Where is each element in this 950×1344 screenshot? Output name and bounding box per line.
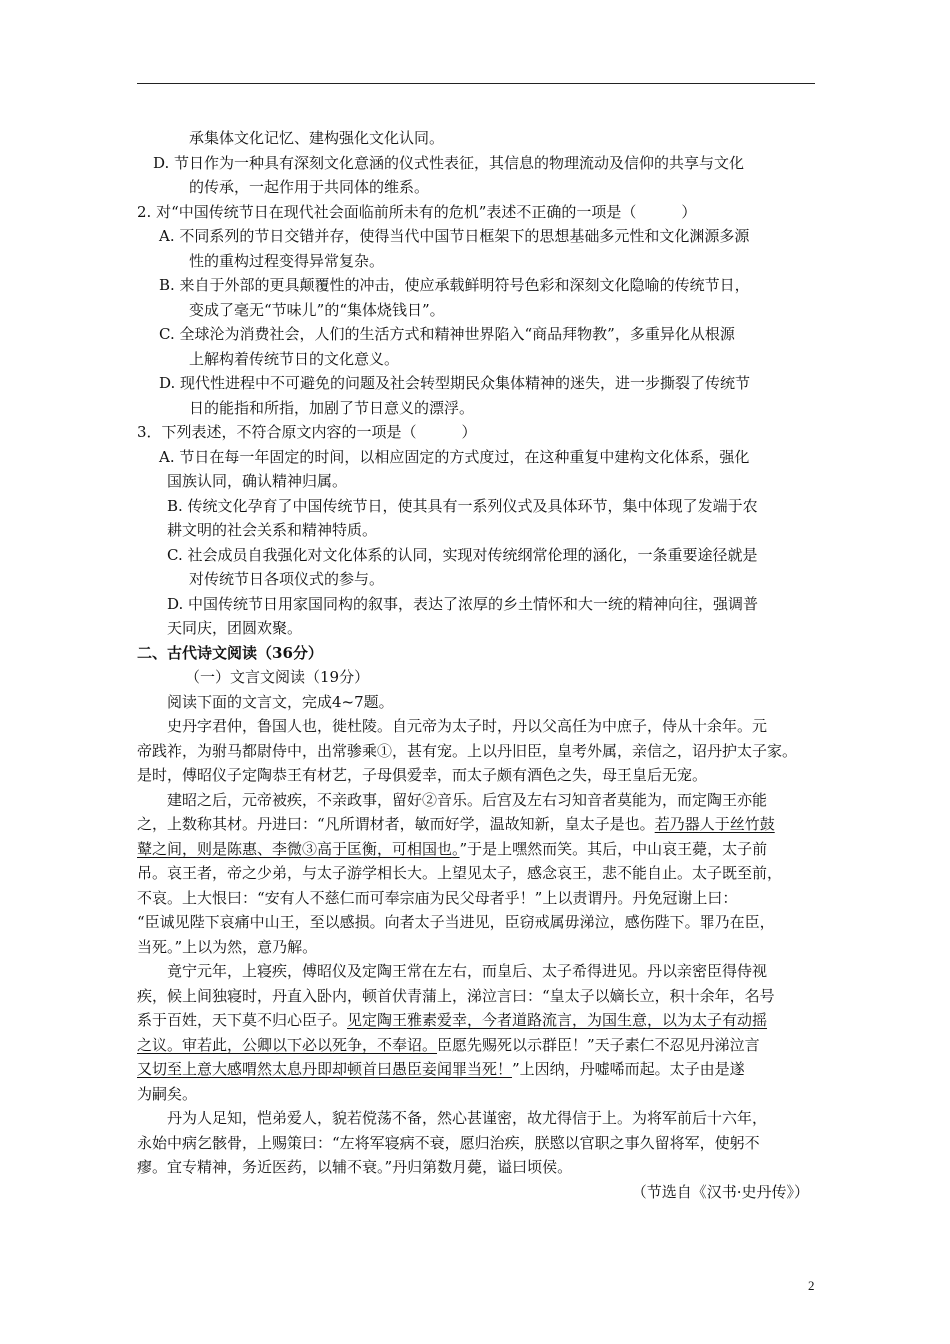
passage-line [137, 1008, 817, 1033]
q3-option-b-continuation: 耕文明的社会关系和精神特质。 [167, 521, 378, 539]
underlined-sentence: 见定陶王雅素爱幸，今者道路流言，为国生意，以为太子有动摇 [347, 1011, 768, 1029]
underlined-sentence: 又切至上意大感喟然太息丹即却顿首曰愚臣妾闻罪当死！ [137, 1060, 513, 1078]
passage-line: 竟宁元年，上寝疾，傅昭仪及定陶王常在左右，而皇后、太子希得进见。丹以亲密臣得侍视 [167, 962, 768, 980]
passage-text: 之，上数称其材。丹进曰：“凡所谓材者，敏而好学，温故知新，皇太子是也。 [137, 815, 655, 833]
q2-stem: 2. 对“中国传统节日在现代社会面临前所未有的危机”表述不正确的一项是（ ） [137, 202, 697, 221]
passage-text: 臣愿先赐死以示群臣！”天子素仁不忍见丹涕泣言 [437, 1035, 760, 1054]
q3-option-d-continuation: 天同庆，团圆欢聚。 [167, 619, 303, 637]
q2-option-d: D. 现代性进程中不可避免的问题及社会转型期民众集体精神的迷失，进一步撕裂了传统节 [159, 374, 751, 392]
underlined-sentence: 鼙之间，则是陈惠、李微③高于匡衡，可相国也。 [137, 839, 460, 858]
q3-option-c: C. 社会成员自我强化对文化体系的认同，实现对传统纲常伦理的涵化，一条重要途径就是 [167, 545, 758, 564]
passage-line: 瘳。宜专精神，务近医药，以辅不衰。”丹归第数月薨，谥曰顷侯。 [137, 1158, 573, 1176]
section-heading: 二、古代诗文阅读（36分） [137, 643, 323, 662]
passage-line: 疾，候上间独寝时，丹直入卧内，顿首伏青蒲上，涕泣言曰：“皇太子以嫡长立，积十余年，名号 [137, 986, 775, 1005]
page-number: 2 [808, 1278, 815, 1293]
q2-option-a-continuation: 性的重构过程变得异常复杂。 [189, 251, 385, 270]
passage-line [137, 1057, 817, 1082]
q1-option-c-continuation: 承集体文化记忆、建构强化文化认同。 [189, 129, 445, 147]
passage-line: 帝践祚，为驸马都尉侍中，出常骖乘①，甚有宠。上以丹旧臣，皇考外属，亲信之，诏丹护太子家。 [137, 741, 798, 760]
passage-text: ”上因纳，丹嘘唏而起。太子由是遂 [512, 1060, 745, 1078]
page-body [137, 126, 817, 1204]
reading-instruction: 阅读下面的文言文，完成4~7题。 [167, 692, 394, 711]
underlined-sentence: 若乃器人于丝竹鼓 [654, 815, 775, 833]
q2-option-b: B. 来自于外部的更具颠覆性的冲击，使应承载鲜明符号色彩和深刻文化隐喻的传统节日， [159, 276, 750, 294]
passage-text: 系于百姓，天下莫不归心臣子。 [137, 1011, 348, 1029]
q2-option-d-continuation: 日的能指和所指，加剧了节日意义的漂浮。 [189, 398, 475, 417]
q2-option-b-continuation: 变成了毫无“节味儿”的“集体烧钱日”。 [189, 300, 445, 319]
passage-line [137, 1033, 817, 1058]
header-rule [137, 83, 815, 84]
q3-option-a-continuation: 国族认同，确认精神归属。 [167, 472, 348, 490]
passage-line [137, 837, 817, 862]
passage-paragraph-3 [137, 959, 817, 1106]
passage-paragraph-4 [137, 1106, 817, 1180]
q3-option-c-continuation: 对传统节日各项仪式的参与。 [189, 570, 385, 588]
q1-option-d: D. 节日作为一种具有深刻文化意涵的仪式性表征，其信息的物理流动及信仰的共享与文化 [153, 153, 745, 172]
passage-line: 不哀。上大恨曰：“安有人不慈仁而可奉宗庙为民父母者乎！”上以责谓丹。丹免冠谢上曰： [137, 888, 738, 907]
passage-line: 是时，傅昭仪子定陶恭王有材艺，子母俱爱幸，而太子颇有酒色之失，母王皇后无宠。 [137, 766, 708, 784]
q2-option-c: C. 全球沦为消费社会，人们的生活方式和精神世界陷入“商品拜物教”，多重异化从根源 [159, 325, 735, 343]
q3-option-b: B. 传统文化孕育了中国传统节日，使其具有一系列仪式及具体环节，集中体现了发端于农 [167, 496, 758, 515]
q3-option-a: A. 节日在每一年固定的时间，以相应固定的方式度过，在这种重复中建构文化体系，强化 [159, 447, 750, 466]
passage-line: “臣诚见陛下哀痛中山王，至以感损。向者太子当进见，臣窃戒属毋涕泣，感伤陛下。罪乃在臣， [137, 913, 775, 931]
passage-line: 吊。哀王者，帝之少弟，与太子游学相长大。上望见太子，感念哀王，悲不能自止。太子既至前， [137, 864, 783, 882]
passage-line: 永始中病乞骸骨，上赐策曰：“左将军寝病不衰，愿归治疾，朕愍以官职之事久留将军，使躬不 [137, 1133, 760, 1152]
passage-line: 建昭之后，元帝被疾，不亲政事，留好②音乐。后宫及左右习知音者莫能为，而定陶王亦能 [167, 790, 768, 809]
passage-paragraph-1 [137, 714, 817, 788]
passage-source: （节选自《汉书·史丹传》） [631, 1182, 809, 1201]
underlined-sentence: 之议。审若此，公卿以下必以死争，不奉诏。 [137, 1035, 438, 1054]
q1-option-d-continuation: 的传承，一起作用于共同体的维系。 [189, 178, 430, 196]
q2-option-a: A. 不同系列的节日交错并存，使得当代中国节日框架下的思想基础多元性和文化渊源多源 [159, 227, 750, 245]
passage-line [137, 812, 817, 837]
passage-line: 为嗣矣。 [137, 1084, 198, 1103]
passage-line: 史丹字君仲，鲁国人也，徙杜陵。自元帝为太子时，丹以父高任为中庶子，侍从十余年。元 [167, 717, 768, 735]
q2-option-c-continuation: 上解构着传统节日的文化意义。 [189, 349, 400, 368]
q3-stem: 3．下列表述，不符合原文内容的一项是（ ） [137, 423, 477, 441]
q3-option-d: D. 中国传统节日用家国同构的叙事，表达了浓厚的乡土情怀和大一统的精神向往，强调普 [167, 594, 759, 613]
passage-line: 当死。”上以为然，意乃解。 [137, 937, 318, 956]
passage-text: ”于是上嘿然而笑。其后，中山哀王薨，太子前 [459, 839, 768, 858]
passage-paragraph-2 [137, 788, 817, 960]
passage-line: 丹为人足知，恺弟爱人，貌若傥荡不备，然心甚谨密，故尤得信于上。为将军前后十六年， [167, 1109, 768, 1127]
subsection-heading: （一）文言文阅读（19分） [185, 668, 370, 686]
